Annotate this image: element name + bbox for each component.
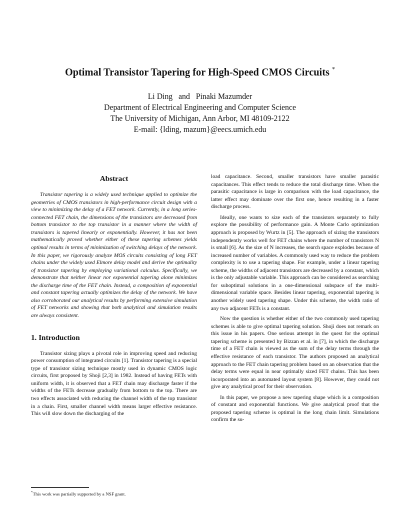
left-column xyxy=(31,174,197,419)
intro-paragraph: Transistor sizing plays a pivotal role in improving speed and reducing power consumption of integrated circuits [1]. Transistor tapering is a special type of transistor sizing technique mostly used in dynamic CMOS logic circuits, first proposed by Shoji [2,3] in 1982. Instead of having FETs with uniform width, it is observed that a FET chain may discharge faster if the widths of the FETs decrease gradually from bottom to the top. There are two effects associated with reducing the channel width of the top transistor in a chain. First, smaller channel width means larger effective resistance. This will slow down the discharging of the xyxy=(31,350,197,418)
introduction-heading: 1. Introduction xyxy=(31,332,80,342)
right-paragraph-1: load capacitance. Second, smaller transistors have smaller parasitic capacitances. This effect tends to reduce the total discharge time. When the parasitic capacitance is large in comparison with the load capacitance, the latter effect may dominate over the first one, hence resulting in a faster discharge process. xyxy=(211,174,379,211)
abstract-heading: Abstract xyxy=(99,174,129,183)
footnote xyxy=(31,489,126,498)
title-footnote-mark: * xyxy=(332,67,336,73)
author-block xyxy=(0,91,400,135)
institution: The University of Michigan, Ann Arbor, MI 48109-2122 xyxy=(110,114,290,123)
paper-title-text: Optimal Transistor Tapering for High-Speed CMOS Circuits xyxy=(64,67,330,79)
footnote-mark: * xyxy=(31,490,33,494)
paper-title xyxy=(0,67,400,78)
right-paragraph-2: Ideally, one wants to size each of the transistors separately to fully explore the possibility of performance gain. A Monte Carlo optimization approach is proposed by Wurtz in [5]. The approach of sizing the transistors independently works well for FET chains where the number of transistors N is small [6]. As the size of N increases, the search space explodes because of increased number of variables. A commonly used way to reduce the problem complexity is to use a tapering shape. For example, under a linear tapering scheme, the widths of adjacent transistors are decreased by a constant, which is the only adjustable variable. This approach can be considered as searching for suboptimal solutions in a one-dimensional subspace of the multi-dimensional variable space. Besides linear tapering, exponential tapering is another widely used tapering shape. Under this scheme, the width ratio of any two adjacent FETs is a constant. xyxy=(211,214,379,312)
email: E-mail: {lding, mazum}@eecs.umich.edu xyxy=(133,125,267,134)
footnote-text: This work was partially supported by a NSF grant. xyxy=(32,491,126,497)
affiliation: Department of Electrical Engineering and Computer Science xyxy=(104,103,296,112)
footnote-rule xyxy=(31,487,89,488)
right-column xyxy=(211,174,379,425)
author-names: Li Ding and Pinaki Mazumder xyxy=(147,92,253,101)
right-paragraph-4: In this paper, we propose a new tapering shape which is a composition of constant and exponential functions. We give analytical proof that the proposed tapering scheme is optimal in the long chain limit. Simulations confirm the su- xyxy=(211,394,379,424)
right-paragraph-3: Now the question is whether either of the two commonly used tapering schemes is able to give optimal tapering solution. Shoji does not remark on this issue in his papers. One serious attempt in the quest for the optimal tapering scheme is presented by Bizzan et al. in [7], in which the discharge time of a FET chain is viewed as the sum of the delay terms through the effective resistance of each transistor. The authors proposed an analytical approach to the FET chain tapering problem based on an observation that the delay terms were equal in near optimally sized FET chains. This has been incorporated into an automated layout system [8]. However, they could not give any analytical proof for their observation. xyxy=(211,316,379,391)
abstract-text: Transistor tapering is a widely used technique applied to optimize the geometries of CMOS transistors in high-performance circuit design with a view to minimizing the delay of a FET network. Currently, in a long series-connected FET chain, the dimensions of the transistors are decreased from bottom transistor to the top transistor in a manner where the width of transistors is tapered linearly or exponentially. However, it has not been mathematically proved whether either of these tapering schemes yields optimal results in terms of minimization of switching delays of the network. In this paper, we rigorously analyze MOS circuits consisting of long FET chains under the widely used Elmore delay model and derive the optimality of transistor tapering by employing variational calculus. Specifically, we demonstrate that neither linear nor exponential tapering alone minimizes the discharge time of the FET chain. Instead, a composition of exponential and constant tapering actually optimizes the delay of the network. We have also corroborated our analytical results by performing extensive simulation of FET networks and showing that both analytical and simulation results are always consistent. xyxy=(31,192,197,319)
